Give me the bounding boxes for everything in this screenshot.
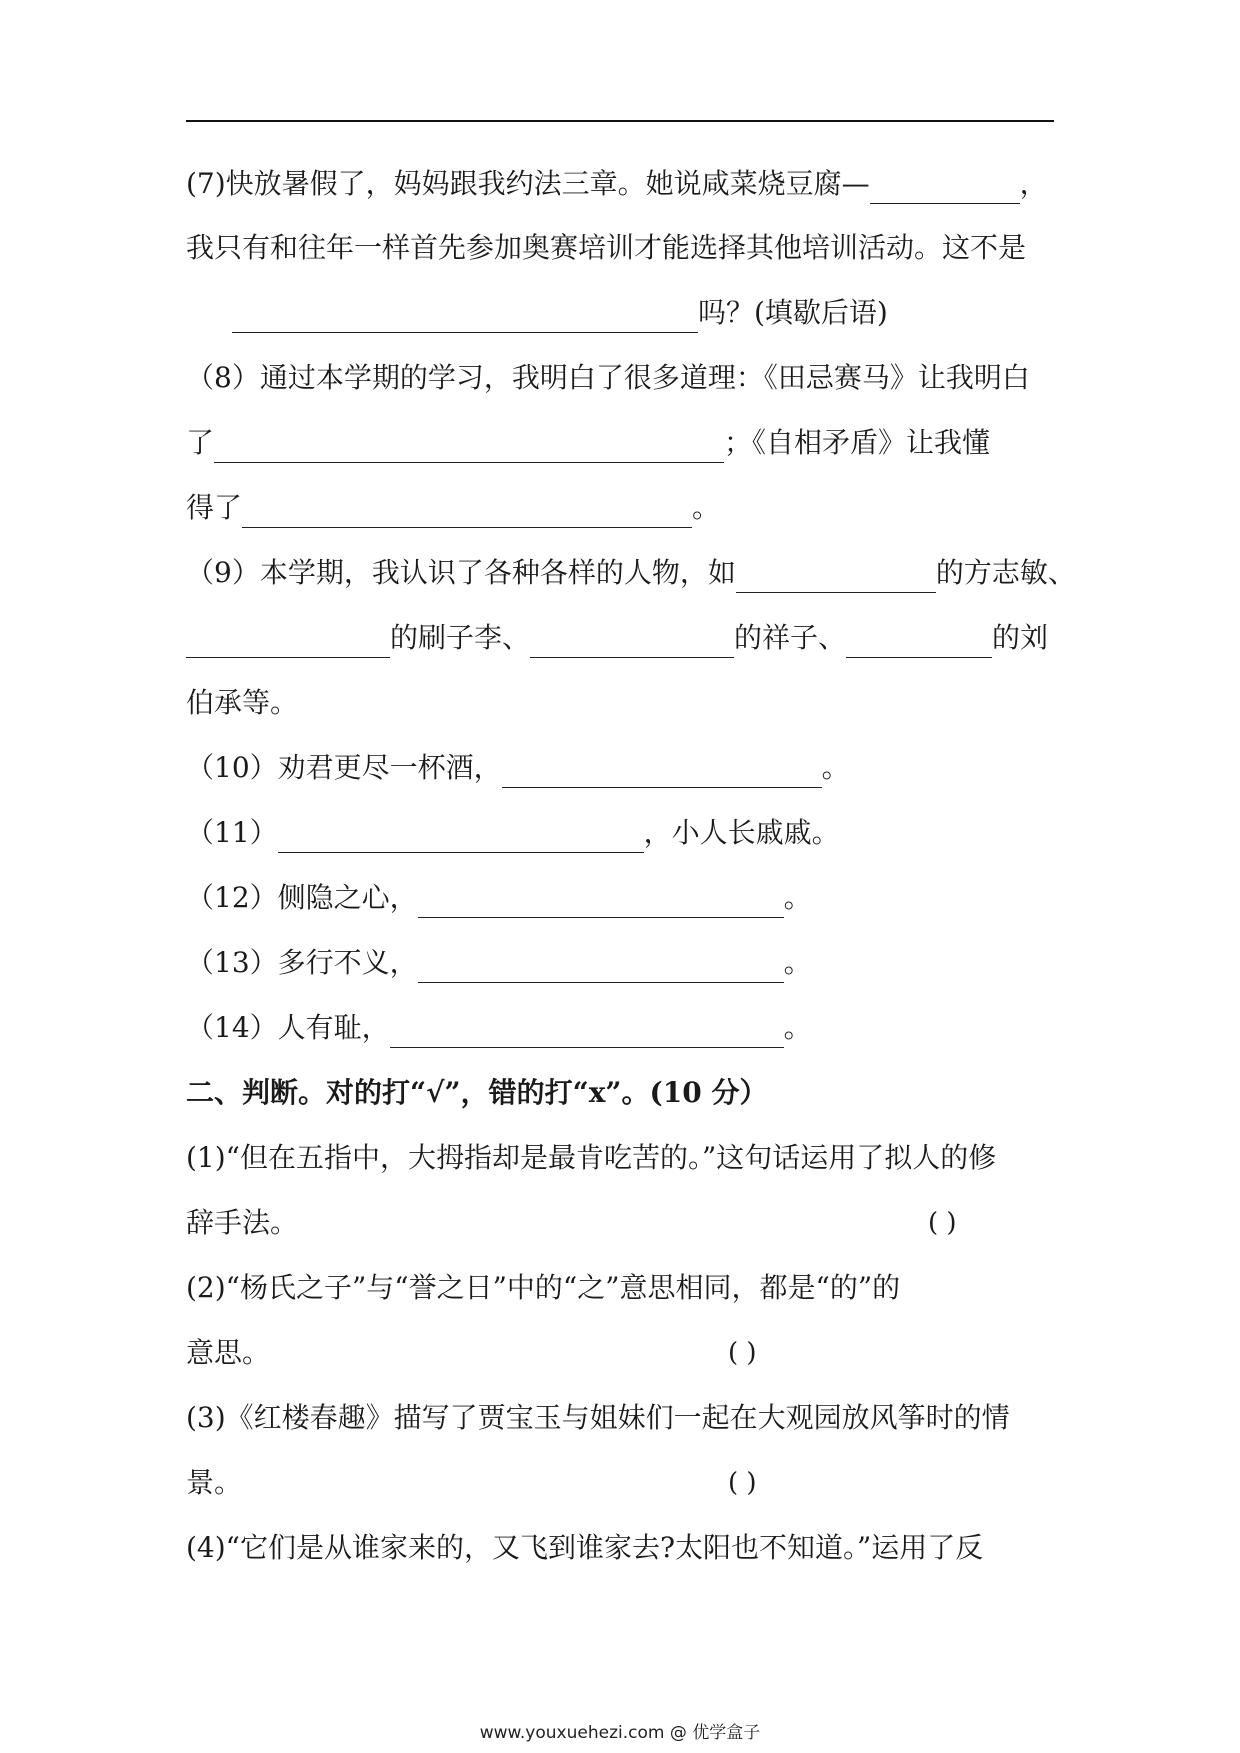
judge-1-line1: (1)“但在五指中，大拇指却是最肯吃苦的。”这句话运用了拟人的修 — [186, 1141, 997, 1174]
q9-blank-2[interactable] — [186, 627, 390, 658]
q10-text: （10）劝君更尽一杯酒， — [186, 751, 502, 784]
q9-blank-1[interactable] — [736, 562, 936, 593]
q11-line — [186, 813, 1066, 853]
q9-text-a: 的方志敏、 — [935, 556, 1076, 589]
q9-text: （9）本学期，我认识了各种各样的人物，如 — [186, 556, 736, 589]
q7-text: (7)快放暑假了，妈妈跟我约法三章。她说咸菜烧豆腐— — [186, 167, 870, 200]
q9-text-d: 的刘 — [992, 621, 1049, 654]
q11-text-b: ，小人长戚戚。 — [643, 816, 840, 849]
q8-line1: （8）通过本学期的学习，我明白了很多道理：《田忌赛马》让我明白 — [186, 361, 1030, 394]
q8-text-a: 了 — [186, 426, 215, 459]
q12-text: （12）侧隐之心， — [186, 881, 418, 914]
q10-blank[interactable] — [502, 757, 822, 788]
q9-text-b: 的刷子李、 — [390, 621, 531, 654]
q8-punct: 。 — [692, 491, 721, 524]
judge-2-line1: (2)“杨氏之子”与“誉之日”中的“之”意思相同，都是“的”的 — [186, 1271, 901, 1304]
footer-url: www.youxuehezi.com @ 优学盒子 — [479, 1723, 761, 1743]
q9-blank-4[interactable] — [846, 627, 992, 658]
q14-punct: 。 — [783, 1011, 812, 1044]
q9-line3: 伯承等。 — [186, 686, 299, 719]
judge-3-line1: (3)《红楼春趣》描写了贾宝玉与姐妹们一起在大观园放风筝时的情 — [186, 1401, 1010, 1434]
q14-blank[interactable] — [390, 1017, 784, 1048]
judge-2-answer[interactable]: ( ) — [728, 1338, 757, 1368]
judge-3-line2: 景。 — [186, 1466, 243, 1499]
q9-line1 — [186, 553, 1076, 593]
q7-blank-1[interactable] — [870, 173, 1020, 204]
q8-line3 — [186, 488, 1066, 528]
q7-line1 — [186, 164, 1066, 204]
q14-line — [186, 1008, 1066, 1048]
q13-line — [186, 943, 1066, 983]
section2-heading: 二、判断。对的打“√”，错的打“x”。(10 分） — [186, 1076, 768, 1109]
q7-blank-2[interactable] — [232, 302, 698, 333]
q11-blank[interactable] — [278, 822, 644, 853]
q10-punct: 。 — [821, 751, 850, 784]
judge-1-answer[interactable]: ( ) — [928, 1208, 957, 1238]
top-rule — [186, 120, 1054, 122]
judge-4-line1: (4)“它们是从谁家来的，又飞到谁家去?太阳也不知道。”运用了反 — [186, 1531, 984, 1564]
q13-blank[interactable] — [418, 952, 784, 983]
q12-punct: 。 — [783, 881, 812, 914]
q8-text-b: ；《自相矛盾》让我懂 — [724, 426, 991, 459]
q14-text: （14）人有耻， — [186, 1011, 390, 1044]
judge-2-line2: 意思。 — [186, 1336, 271, 1369]
q7-hint: 吗？(填歇后语) — [698, 296, 888, 329]
q8-text-c: 得了 — [186, 491, 243, 524]
q9-blank-3[interactable] — [530, 627, 734, 658]
q7-punct: ， — [1019, 167, 1048, 200]
q7-line3 — [232, 293, 1112, 333]
judge-3-answer[interactable]: ( ) — [728, 1468, 757, 1498]
q7-line2: 我只有和往年一样首先参加奥赛培训才能选择其他培训活动。这不是 — [186, 231, 1027, 264]
q9-line2 — [186, 618, 1066, 658]
judge-1-line2: 辞手法。 — [186, 1206, 299, 1239]
q13-text: （13）多行不义， — [186, 946, 418, 979]
q10-line — [186, 748, 1066, 788]
q8-line2 — [186, 423, 1066, 463]
q12-blank[interactable] — [418, 887, 784, 918]
q11-text: （11） — [186, 816, 278, 849]
q12-line — [186, 878, 1066, 918]
q13-punct: 。 — [783, 946, 812, 979]
q9-text-c: 的祥子、 — [734, 621, 847, 654]
q8-blank-2[interactable] — [242, 497, 692, 528]
q8-blank-1[interactable] — [214, 432, 724, 463]
